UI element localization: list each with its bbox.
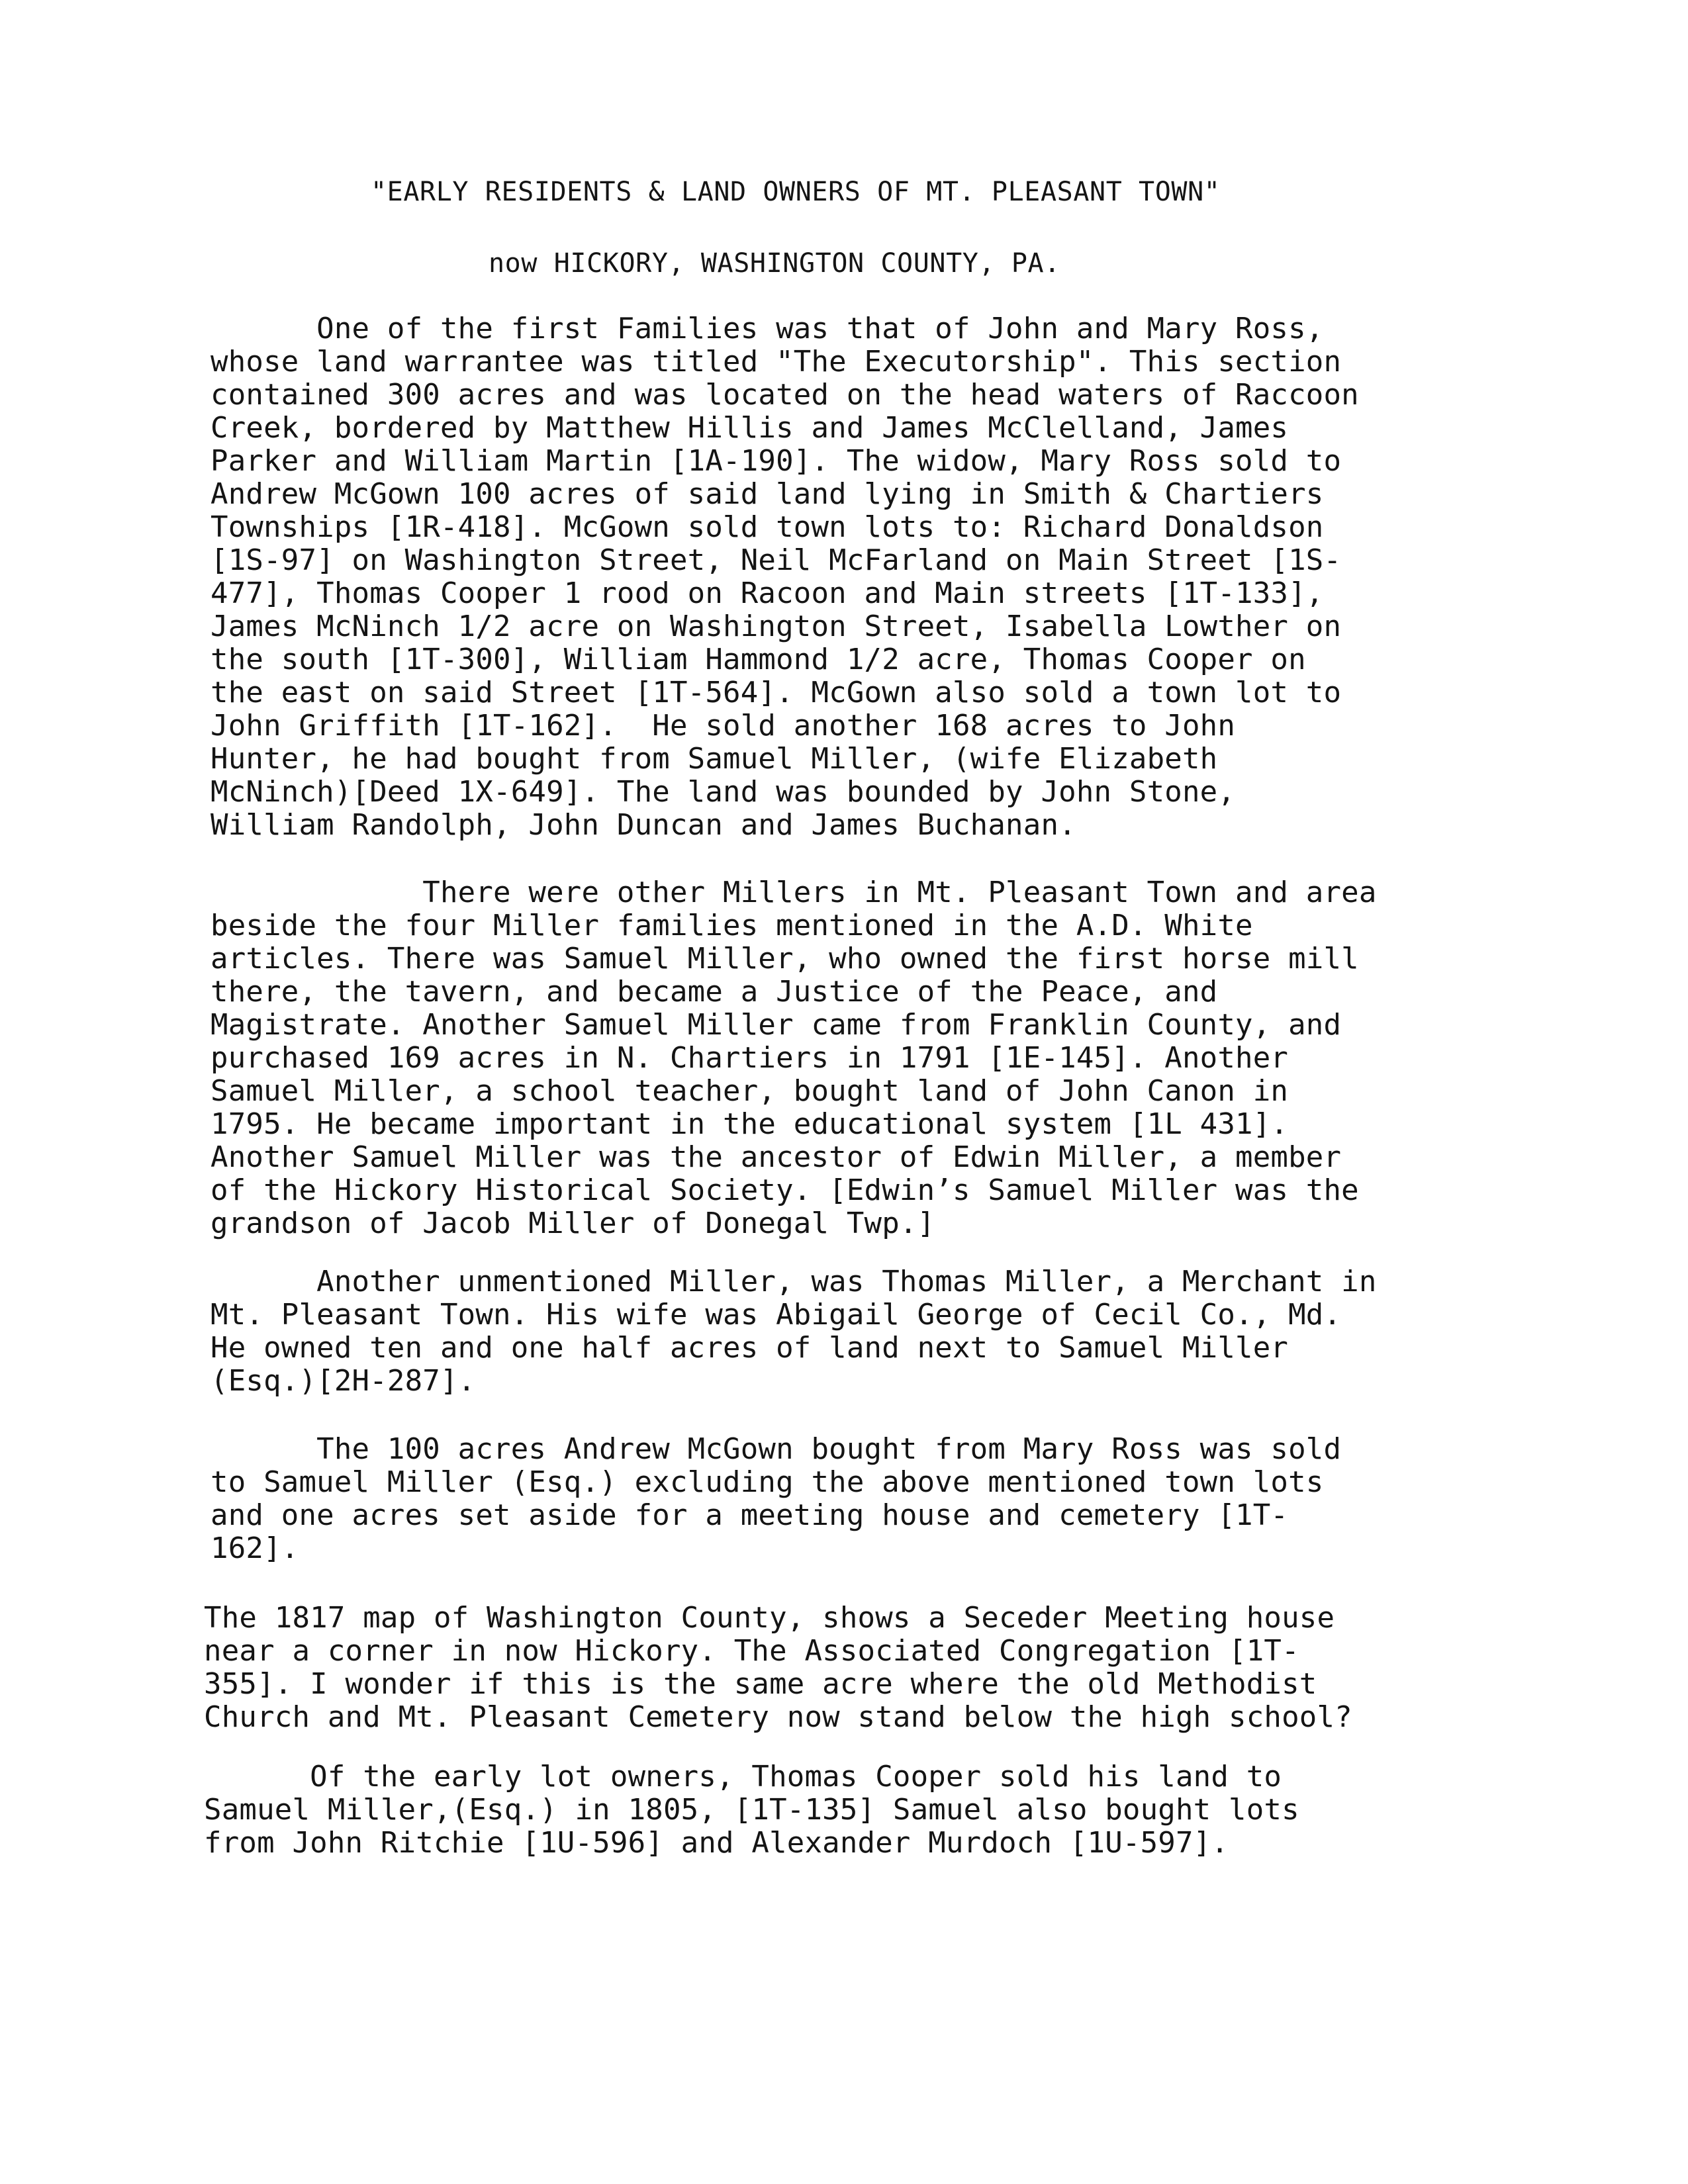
text-line: Church and Mt. Pleasant Cemetery now stand below the high school? [204,1700,1352,1734]
text-line: the south [1T-300], William Hammond 1/2 acre, Thomas Cooper on [211,643,1306,676]
text-line: articles. There was Samuel Miller, who owned the first horse mill [211,942,1359,976]
text-line: McNinch)[Deed 1X-649]. The land was bounded by John Stone, [211,775,1236,809]
text-line: Another Samuel Miller was the ancestor of Edwin Miller, a member [211,1140,1342,1174]
text-line: the east on said Street [1T-564]. McGown also sold a town lot to [211,676,1342,709]
text-line: 162]. [211,1531,299,1565]
text-line: Magistrate. Another Samuel Miller came from Franklin County, and [211,1008,1342,1042]
text-line: The 100 acres Andrew McGown bought from Mary Ross was sold [211,1432,1342,1466]
text-line: contained 300 acres and was located on the head waters of Raccoon [211,378,1359,412]
text-line: whose land warrantee was titled "The Executorship". This section [211,345,1342,379]
text-line: One of the first Families was that of John and Mary Ross, [211,312,1324,345]
text-line: Mt. Pleasant Town. His wife was Abigail George of Cecil Co., Md. [211,1298,1342,1332]
text-line: Townships [1R-418]. McGown sold town lots to: Richard Donaldson [211,510,1324,544]
text-line: 355]. I wonder if this is the same acre where the old Methodist [204,1667,1317,1701]
text-line: 477], Thomas Cooper 1 rood on Racoon and Main streets [1T-133], [211,576,1324,610]
text-line: The 1817 map of Washington County, shows a Seceder Meeting house [204,1601,1335,1635]
text-line: Creek, bordered by Matthew Hillis and James McClelland, James [211,411,1289,445]
document-title: "EARLY RESIDENTS & LAND OWNERS OF MT. PLEASANT TOWN" [371,177,1221,207]
text-line: Of the early lot owners, Thomas Cooper sold his land to [204,1760,1282,1794]
paragraph-thomas-miller [211,1265,1377,1398]
text-line: near a corner in now Hickory. The Associated Congregation [1T- [204,1634,1299,1668]
paragraph-other-millers [211,876,1377,1240]
paragraph-early-lot-owners [204,1760,1299,1860]
text-line: John Griffith [1T-162]. He sold another 168 acres to John [211,709,1236,743]
text-line: Hunter, he had bought from Samuel Miller, (wife Elizabeth [211,742,1218,776]
text-line: there, the tavern, and became a Justice of the Peace, and [211,975,1218,1009]
text-line: He owned ten and one half acres of land next to Samuel Miller [211,1331,1289,1365]
text-line: William Randolph, John Duncan and James Buchanan. [211,808,1076,842]
paragraph-mcgown-sale [211,1433,1341,1565]
text-line: grandson of Jacob Miller of Donegal Twp.] [211,1206,935,1240]
text-line: to Samuel Miller (Esq.) excluding the above mentioned town lots [211,1465,1324,1499]
text-line: purchased 169 acres in N. Chartiers in 1791 [1E-145]. Another [211,1041,1289,1075]
paragraph-ross-family [211,312,1359,842]
text-line: Samuel Miller,(Esq.) in 1805, [1T-135] Samuel also bought lots [204,1793,1299,1827]
text-line: of the Hickory Historical Society. [Edwin’s Samuel Miller was the [211,1173,1359,1207]
text-line: 1795. He became important in the educational system [1L 431]. [211,1107,1289,1141]
text-line: Andrew McGown 100 acres of said land lying in Smith & Chartiers [211,477,1324,511]
text-line: Samuel Miller, a school teacher, bought land of John Canon in [211,1074,1289,1108]
text-line: beside the four Miller families mentioned in the A.D. White [211,909,1253,942]
text-line: Parker and William Martin [1A-190]. The widow, Mary Ross sold to [211,444,1342,478]
text-line: Another unmentioned Miller, was Thomas Miller, a Merchant in [211,1265,1377,1298]
text-line: (Esq.)[2H-287]. [211,1364,476,1398]
document-subtitle: now HICKORY, WASHINGTON COUNTY, PA. [489,248,1060,279]
text-line: from John Ritchie [1U-596] and Alexander Murdoch [1U-597]. [204,1826,1229,1860]
paragraph-1817-map [204,1602,1352,1734]
text-line: There were other Millers in Mt. Pleasant Town and area [211,876,1377,909]
text-line: [1S-97] on Washington Street, Neil McFarland on Main Street [1S- [211,543,1342,577]
text-line: James McNinch 1/2 acre on Washington Street, Isabella Lowther on [211,610,1342,643]
text-line: and one acres set aside for a meeting house and cemetery [1T- [211,1498,1289,1532]
